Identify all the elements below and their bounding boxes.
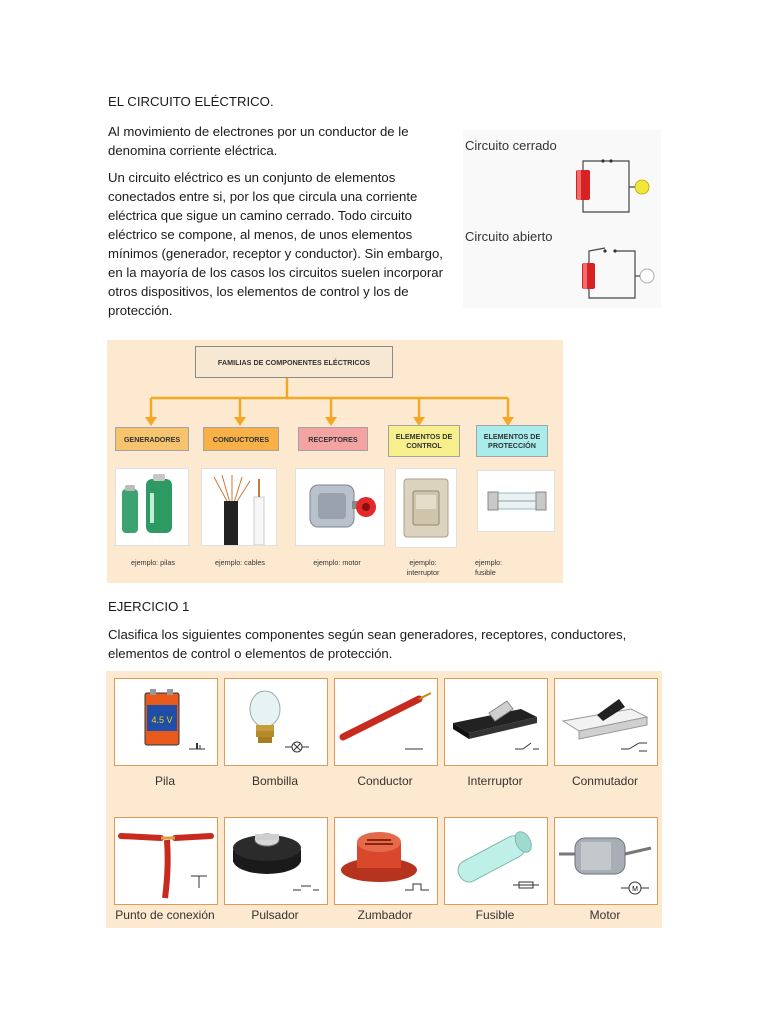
example-elementos-control: ejemplo: interruptor	[406, 558, 440, 577]
closed-circuit-label: Circuito cerrado	[465, 138, 557, 153]
families-heading: FAMILIAS DE COMPONENTES ELÉCTRICOS	[195, 346, 393, 378]
exercise-instructions: Clasifica los siguientes componentes según sean generadores, receptores, conductores, elementos de control o elementos de protección.	[108, 627, 627, 661]
closed-circuit-schematic	[576, 159, 649, 212]
unlit-bulb-icon	[640, 269, 654, 283]
component-label-motor: Motor	[589, 908, 621, 922]
category-conductores: CONDUCTORES	[203, 427, 279, 451]
fuse-icon	[444, 817, 548, 905]
motor-icon	[554, 817, 658, 905]
component-label-conductor: Conductor	[357, 774, 413, 788]
switch-icon	[444, 678, 548, 766]
batteries-photo	[115, 468, 189, 546]
buzzer-icon	[334, 817, 438, 905]
fuse-photo	[477, 470, 555, 532]
component-label-zumbador: Zumbador	[357, 908, 413, 922]
component-label-pulsador: Pulsador	[251, 908, 299, 922]
switch-photo	[395, 468, 457, 548]
open-circuit-label: Circuito abierto	[465, 229, 553, 244]
example-elementos-proteccion: ejemplo: fusible	[475, 558, 503, 577]
component-label-pila: Pila	[154, 774, 175, 788]
battery-icon	[114, 678, 218, 766]
circuit-diagram-figure	[463, 130, 661, 308]
component-label-fusible: Fusible	[475, 908, 515, 922]
component-label-punto-conexion: Punto de conexión	[115, 908, 215, 922]
component-label-interruptor: Interruptor	[467, 774, 523, 788]
push-button-icon	[224, 817, 328, 905]
component-families-diagram	[107, 340, 563, 583]
component-label-bombilla: Bombilla	[251, 774, 299, 788]
category-elementos-proteccion: ELEMENTOS DE PROTECCIÓN	[476, 425, 548, 457]
component-label-conmutador: Conmutador	[571, 774, 639, 788]
bulb-icon	[224, 678, 328, 766]
category-elementos-control: ELEMENTOS DE CONTROL	[388, 425, 460, 457]
example-conductores: ejemplo: cables	[215, 558, 265, 567]
lit-bulb-icon	[635, 180, 649, 194]
changeover-switch-icon	[554, 678, 658, 766]
svg-text:M: M	[632, 886, 638, 893]
exercise-title: EJERCICIO 1	[108, 599, 190, 614]
circuit-description-paragraph: Un circuito eléctrico es un conjunto de elementos conectados entre si, por los que circula una corriente eléctrica que sigue un camino cerrado. Todo circuito eléctrico se compone, al menos, de unos elementos mínimos (generador, receptor y conductor). Sin embargo, en la mayoría de los casos los circuitos suelen incorporar otros dispositivos, los elementos de control y los de protección.	[108, 170, 443, 318]
category-receptores: RECEPTORES	[298, 427, 368, 451]
cables-photo	[201, 468, 277, 546]
example-generadores: ejemplo: pilas	[131, 558, 175, 567]
open-circuit-schematic	[582, 248, 654, 298]
category-generadores: GENERADORES	[115, 427, 189, 451]
intro-paragraph: Al movimiento de electrones por un conductor de le denomina corriente eléctrica.	[108, 124, 409, 158]
components-grid	[106, 671, 662, 928]
example-receptores: ejemplo: motor	[313, 558, 361, 567]
page-title: EL CIRCUITO ELÉCTRICO.	[108, 94, 274, 109]
connection-point-icon	[114, 817, 218, 905]
svg-text:4.5 V: 4.5 V	[151, 715, 173, 725]
wire-icon	[334, 678, 438, 766]
motor-photo	[295, 468, 385, 546]
circuit-drawing	[463, 130, 661, 308]
